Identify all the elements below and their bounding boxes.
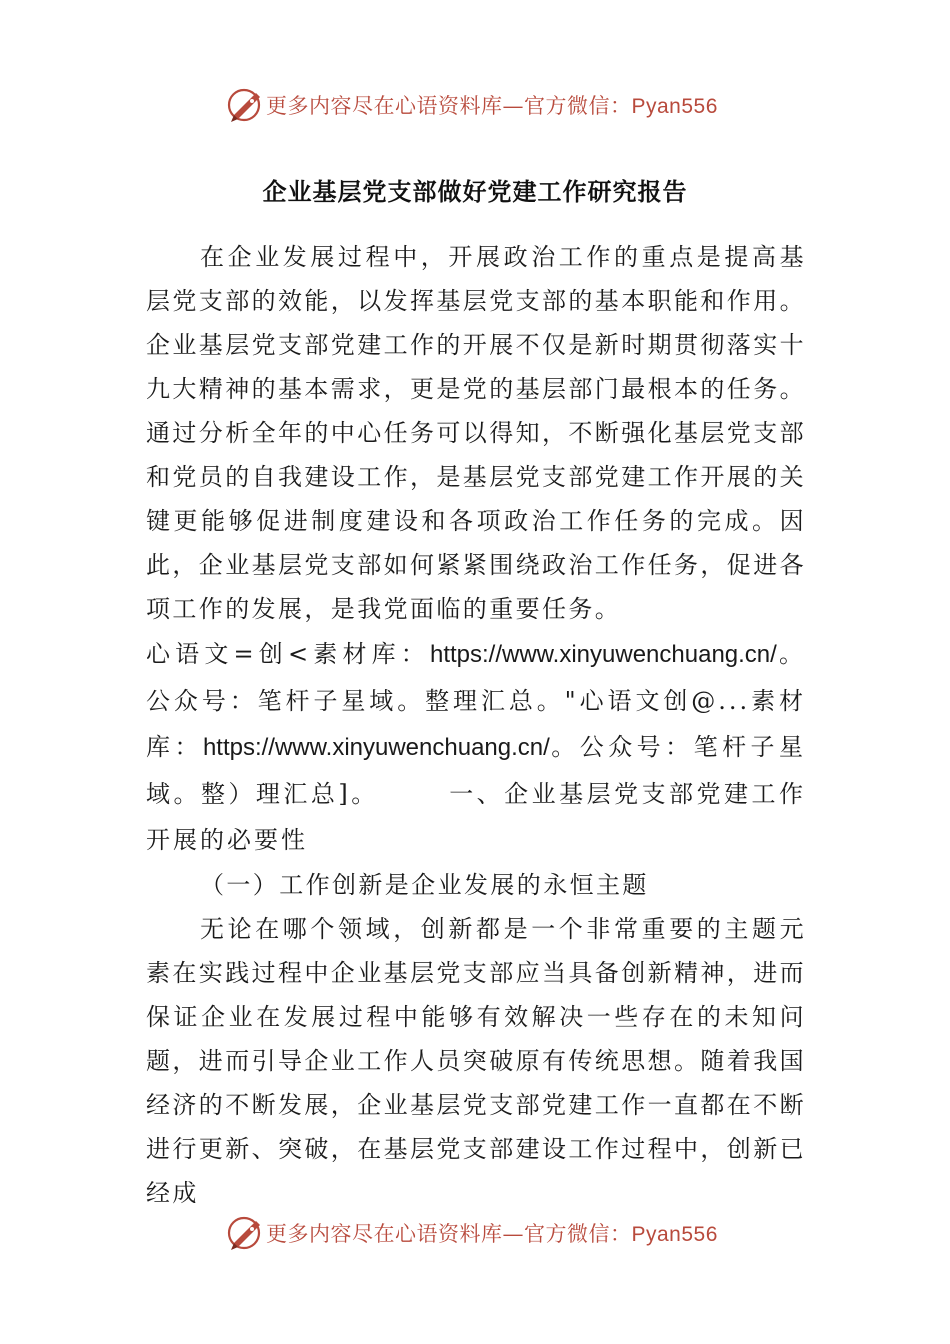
banner-wechat-id: Pyan556 xyxy=(631,95,718,118)
watermark-paragraph xyxy=(146,631,806,863)
footer-banner xyxy=(0,1210,950,1254)
header-banner xyxy=(0,82,950,126)
paragraph-intro: 在企业发展过程中，开展政治工作的重点是提高基层党支部的效能，以发挥基层党支部的基本职能和作用。企业基层党支部党建工作的开展不仅是新时期贯彻落实十九大精神的基本需求，更是党的基层部门最根本的任务。通过分析全年的中心任务可以得知，不断强化基层党支部和党员的自我建设工作，是基层党支部党建工作开展的关键更能够促进制度建设和各项政治工作任务的完成。因此，企业基层党支部如何紧紧围绕政治工作任务，促进各项工作的发展，是我党面临的重要任务。 xyxy=(146,243,806,623)
pen-logo-icon xyxy=(226,1213,266,1253)
banner-text xyxy=(266,1218,718,1248)
paragraph-2: 无论在哪个领域，创新都是一个非常重要的主题元素在实践过程中企业基层党支部应当具备创新精神，进而保证企业在发展过程中能够有效解决一些存在的未知问题，进而引导企业工作人员突破原有传统思想。随着我国经济的不断发展，企业基层党支部党建工作一直都在不断进行更新、突破，在基层党支部建设工作过程中，创新已经成 xyxy=(146,915,806,1207)
watermark-part2: 。公众号：笔杆子星域。整理汇总。"心语文创@...素材库： xyxy=(146,640,807,761)
banner-slogan: 更多内容尽在心语资料库 xyxy=(266,94,503,118)
watermark-url-1: https://www.xinyuwenchuang.cn/ xyxy=(429,641,777,668)
banner-wechat-id: Pyan556 xyxy=(631,1223,718,1246)
banner-wechat-label: 官方微信： xyxy=(524,94,632,118)
banner-separator: — xyxy=(502,94,524,118)
banner-text xyxy=(266,90,718,120)
banner-separator: — xyxy=(502,1222,524,1246)
subheading-1: （一）工作创新是企业发展的永恒主题 xyxy=(200,871,649,899)
pen-logo-icon xyxy=(226,85,266,125)
document-body xyxy=(146,235,806,1215)
document-title: 企业基层党支部做好党建工作研究报告 xyxy=(262,177,688,206)
watermark-url-2: https://www.xinyuwenchuang.cn/ xyxy=(202,734,550,761)
section-heading-1: 一、企业基层党支部党建工作开展的必要性 xyxy=(146,780,806,854)
watermark-part3: 。公众号：笔杆子星域。整）理汇总]。 xyxy=(146,733,807,808)
banner-wechat-label: 官方微信： xyxy=(524,1222,632,1246)
watermark-part1: 心语文=创<素材库： xyxy=(146,640,430,668)
banner-slogan: 更多内容尽在心语资料库 xyxy=(266,1222,503,1246)
